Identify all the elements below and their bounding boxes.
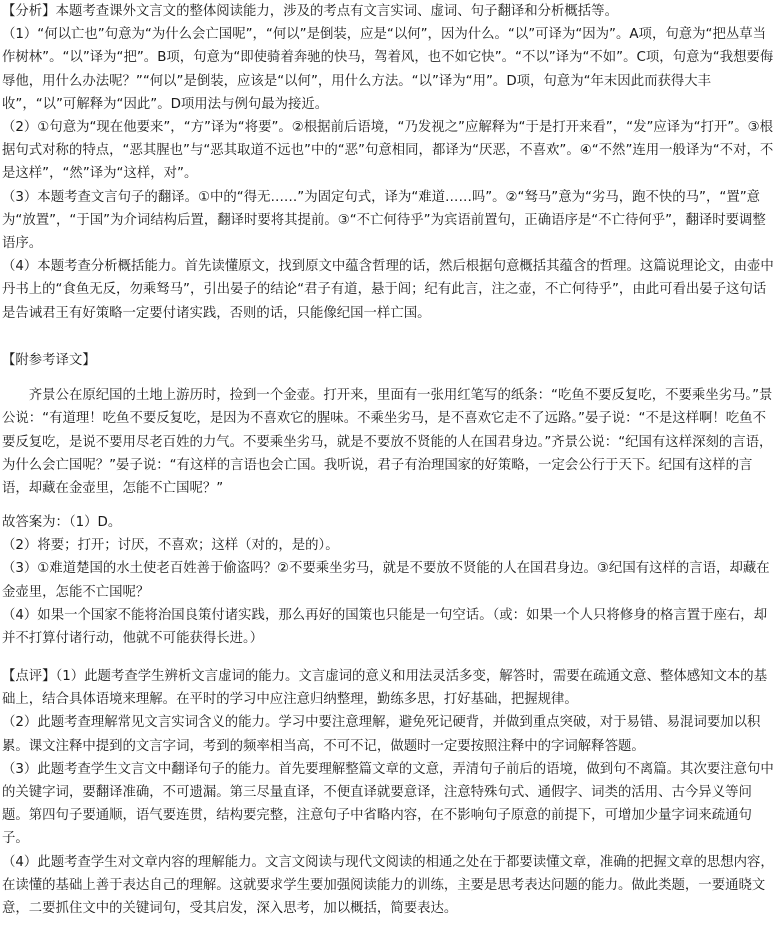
translation-body: 齐景公在原纪国的土地上游历时，捡到一个金壶。打开来，里面有一张用红笔写的纸条：“吃鱼不要反复吃，不要乘坐劣马。”景公说：“有道理！吃鱼不要反复吃，是因为不喜欢它的腥味。不乘坐劣马，是不喜欢它走不了远路。”晏子说：“不是这样啊！吃鱼不要反复吃，是说不要用尽老百姓的力气。不要乘坐劣马，就是不要放不贤能的人在国君身边。”齐景公说：“纪国有这样深刻的言语，为什么会亡国呢？”晏子说：“有这样的言语也会亡国。我听说，君子有治理国家的好策略，一定会公行于天下。纪国有这样的言语，却藏在金壶里，怎能不亡国呢？” (2, 388, 773, 497)
comment-3: （3）此题考查学生文言文中翻译句子的能力。首先要理解整篇文章的文意，弄清句子前后的语境，做到句不离篇。其次要注意句中的关键字词，要翻译准确，不可遗漏。第三尽量直译，不便直译就要意译，注意特殊句式、通假字、词类的活用、古今异义等问题。第四句子要通顺，语气要连贯，结构要完整，注意句子中省略内容，在不影响句子原意的前提下，可增加少量字词来疏通句子。 (2, 761, 774, 847)
analysis-q4: （4）本题考查分析概括能力。首先读懂原文，找到原文中蕴含哲理的话，然后根据句意概括其蕴含的哲理。这篇说理论文，由壶中丹书上的“食鱼无反，勿乘驽马”，引出晏子的结论“君子有道，悬于闾；纪有此言，注之壶，不亡何待乎”，由此可看出晏子这句话是告诫君王有好策略一定要付诸实践，否则的话，只能像纪国一样亡国。 (2, 259, 774, 321)
answers-section (0, 511, 780, 650)
comment-1: 【点评】（1）此题考查学生辨析文言虚词的能力。文言虚词的意义和用法灵活多变，解答时，需要在疏通文意、整体感知文本的基础上，结合具体语境来理解。在平时的学习中应注意归纳整理，勤练多思，打好基础，把握规律。 (2, 669, 768, 708)
comment-2: （2）此题考查理解常见文言实词含义的能力。学习中要注意理解，避免死记硬背，并做到重点突破，对于易错、易混词要加以积累。课文注释中提到的文言字词，考到的频率相当高，不可不记，做题时一定要按照注释中的字词解释答题。 (2, 715, 761, 754)
comment-section (0, 665, 780, 920)
comment-4: （4）此题考查学生对文章内容的理解能力。文言文阅读与现代文阅读的相通之处在于都要读懂文章，准确的把握文章的思想内容，在读懂的基础上善于表达自己的理解。这就要求学生要加强阅读能力的训练，主要是思考表达问题的能力。做此类题，一要通晓文意，二要抓住文中的关键词句，受其启发，深入思考，加以概括，简要表达。 (2, 854, 774, 917)
analysis-section (0, 0, 780, 325)
answer-2: （2）将要；打开；讨厌，不喜欢；这样（对的，是的）。 (2, 538, 339, 554)
analysis-intro: 【分析】本题考查课外文言文的整体阅读能力，涉及的考点有文言实词、虚词、句子翻译和分析概括等。 (2, 4, 618, 19)
analysis-q2: （2）①句意为“现在他要来”，“方”译为“将要”。②根据前后语境，“乃发视之”应解释为“于是打开来看”，“发”应译为“打开”。③根据句式对称的特点，“恶其腥也”与“恶其取道不远也”中的“恶”句意相同，都译为“厌恶，不喜欢”。④“不然”连用一般译为“不对，不是这样”，“然”译为“这样，对”。 (2, 120, 774, 182)
answer-1: 故答案为：（1）D。 (2, 515, 122, 530)
translation-heading: 【附参考译文】 (2, 353, 96, 368)
analysis-q1: （1）“何以亡也”句意为“为什么会亡国呢”，“何以”是倒装，应是“以何”，因为什么。“以”可译为“因为”。A项，句意为“把丛草当作树林”。“以”译为“把”。B项，句意为“即使骑着奔驰的快马，驾着风，也不如它快”。“不以”译为“不如”。C项，句意为“我想要侮辱他，用什么办法呢？”“何以”是倒装，应该是“以何”，用什么方法。“以”译为“用”。D项，句意为“年末因此而获得大丰收”，“以”可解释为“因此”。D项用法与例句最为接近。 (2, 27, 774, 112)
answer-3: （3）①难道楚国的水土使老百姓善于偷盗吗？②不要乘坐劣马，就是不要放不贤能的人在国君身边。③纪国有这样的言语，却藏在金壶里，怎能不亡国呢？ (2, 561, 770, 600)
answer-4: （4）如果一个国家不能将治国良策付诸实践，那么再好的国策也只能是一句空话。（或：如果一个人只将修身的格言置于座右，却并不打算付诸行动，他就不可能获得长进。） (2, 607, 768, 647)
analysis-q3: （3）本题考查文言句子的翻译。①中的“得无……”为固定句式，译为“难道……吗”。②“驽马”意为“劣马，跑不快的马”，“置”意为“放置”，“于国”为介词结构后置，翻译时要将其提前。③“不亡何待乎”为宾语前置句，正确语序是“不亡待何乎”，翻译时要调整语序。 (2, 189, 766, 252)
translation-section (0, 349, 780, 500)
